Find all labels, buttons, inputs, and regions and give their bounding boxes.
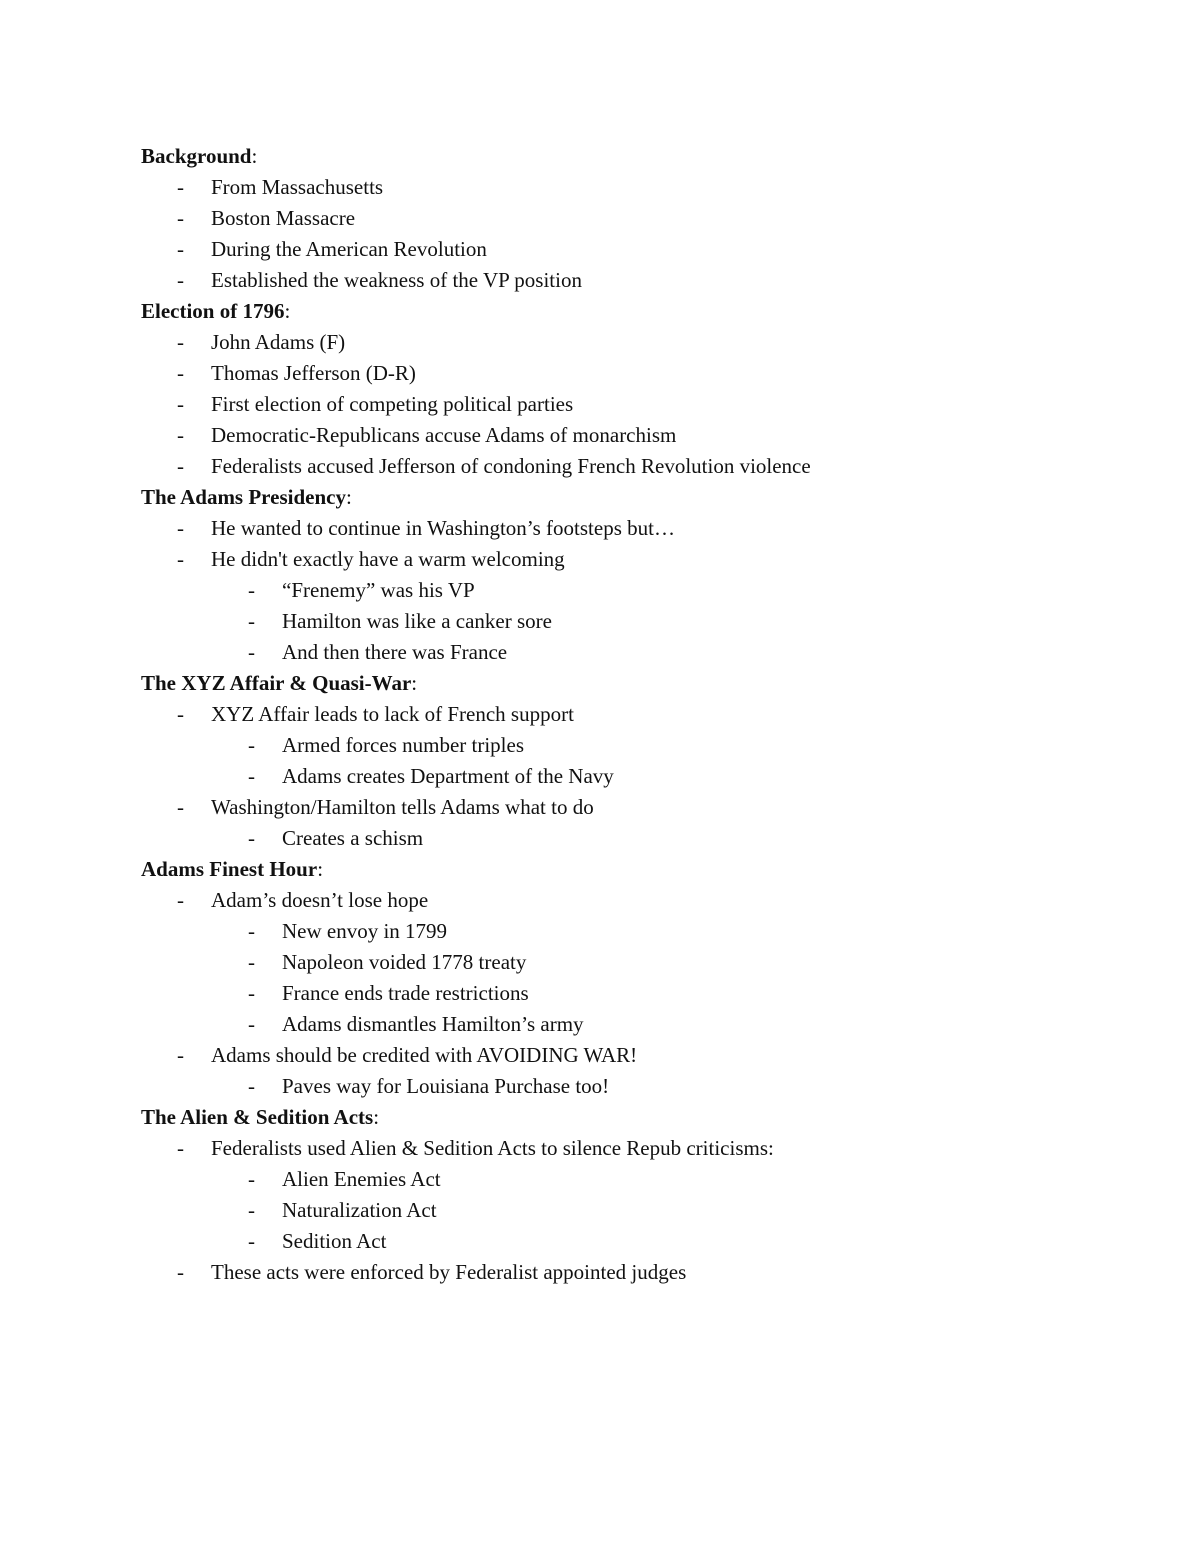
bullet-dash: - (248, 764, 255, 788)
bullet-text: Boston Massacre (211, 206, 356, 230)
bullet-dash: - (177, 361, 184, 385)
sub-bullet-item (141, 606, 1101, 637)
bullet-text: Thomas Jefferson (D-R) (211, 361, 416, 385)
section-heading-text: The Alien & Sedition Acts (141, 1105, 374, 1129)
bullet-text: Naturalization Act (282, 1198, 437, 1222)
bullet-dash: - (248, 1167, 255, 1191)
bullet-text: Adams dismantles Hamilton’s army (282, 1012, 584, 1036)
sub-bullet-item (141, 1195, 1101, 1226)
bullet-text: He didn't exactly have a warm welcoming (211, 547, 565, 571)
bullet-dash: - (248, 640, 255, 664)
bullet-dash: - (248, 981, 255, 1005)
bullet-text: France ends trade restrictions (282, 981, 529, 1005)
sub-bullet-item (141, 978, 1101, 1009)
heading-colon: : (317, 857, 324, 881)
bullet-dash: - (177, 268, 184, 292)
bullet-text: Adam’s doesn’t lose hope (211, 888, 429, 912)
section-heading-text: The XYZ Affair & Quasi-War (141, 671, 412, 695)
bullet-dash: - (177, 423, 184, 447)
bullet-dash: - (248, 578, 255, 602)
bullet-text: New envoy in 1799 (282, 919, 448, 943)
bullet-dash: - (248, 950, 255, 974)
bullet-dash: - (177, 547, 184, 571)
section-heading (141, 1102, 1101, 1133)
sub-bullet-item (141, 1226, 1101, 1257)
sub-bullet-item (141, 1009, 1101, 1040)
bullet-dash: - (177, 795, 184, 819)
bullet-item (141, 358, 1101, 389)
section-heading (141, 854, 1101, 885)
bullet-text: Sedition Act (282, 1229, 387, 1253)
heading-colon: : (251, 144, 258, 168)
bullet-item (141, 885, 1101, 916)
bullet-item (141, 172, 1101, 203)
bullet-text: Hamilton was like a canker sore (282, 609, 552, 633)
section-heading (141, 141, 1101, 172)
bullet-item (141, 327, 1101, 358)
bullet-dash: - (248, 919, 255, 943)
bullet-text: Democratic-Republicans accuse Adams of monarchism (211, 423, 677, 447)
bullet-dash: - (177, 1043, 184, 1067)
bullet-item (141, 699, 1101, 730)
bullet-dash: - (248, 1012, 255, 1036)
bullet-item (141, 1257, 1101, 1288)
bullet-text: These acts were enforced by Federalist appointed judges (211, 1260, 687, 1284)
bullet-text: “Frenemy” was his VP (282, 578, 475, 602)
bullet-item (141, 389, 1101, 420)
sub-bullet-item (141, 575, 1101, 606)
section-heading (141, 668, 1101, 699)
bullet-text: Alien Enemies Act (282, 1167, 441, 1191)
sub-bullet-item (141, 730, 1101, 761)
bullet-item (141, 513, 1101, 544)
bullet-text: Federalists used Alien & Sedition Acts to silence Repub criticisms: (211, 1136, 774, 1160)
bullet-item (141, 451, 1101, 482)
bullet-text: He wanted to continue in Washington’s footsteps but… (211, 516, 675, 540)
heading-colon: : (284, 299, 291, 323)
bullet-dash: - (177, 206, 184, 230)
sub-bullet-item (141, 1071, 1101, 1102)
bullet-text: First election of competing political parties (211, 392, 574, 416)
bullet-dash: - (177, 454, 184, 478)
bullet-dash: - (248, 826, 255, 850)
bullet-item (141, 234, 1101, 265)
bullet-dash: - (177, 516, 184, 540)
bullet-dash: - (248, 1229, 255, 1253)
bullet-dash: - (248, 1198, 255, 1222)
bullet-item (141, 265, 1101, 296)
section-heading-text: Adams Finest Hour (141, 857, 318, 881)
bullet-dash: - (177, 237, 184, 261)
bullet-item (141, 544, 1101, 575)
bullet-dash: - (248, 1074, 255, 1098)
sub-bullet-item (141, 1164, 1101, 1195)
section-heading (141, 296, 1101, 327)
sub-bullet-item (141, 916, 1101, 947)
bullet-dash: - (177, 1260, 184, 1284)
bullet-dash: - (177, 888, 184, 912)
section-heading-text: Election of 1796 (141, 299, 285, 323)
bullet-text: Established the weakness of the VP position (211, 268, 582, 292)
bullet-text: And then there was France (282, 640, 508, 664)
bullet-item (141, 420, 1101, 451)
sub-bullet-item (141, 947, 1101, 978)
bullet-text: Paves way for Louisiana Purchase too! (282, 1074, 610, 1098)
document-body (141, 141, 1101, 1288)
bullet-text: Adams creates Department of the Navy (282, 764, 614, 788)
sub-bullet-item (141, 637, 1101, 668)
bullet-text: John Adams (F) (211, 330, 346, 354)
bullet-text: Federalists accused Jefferson of condoning French Revolution violence (211, 454, 811, 478)
bullet-text: Creates a schism (282, 826, 424, 850)
sub-bullet-item (141, 823, 1101, 854)
bullet-dash: - (177, 330, 184, 354)
bullet-dash: - (248, 733, 255, 757)
bullet-text: From Massachusetts (211, 175, 384, 199)
bullet-item (141, 1040, 1101, 1071)
heading-colon: : (345, 485, 352, 509)
bullet-item (141, 792, 1101, 823)
section-heading-text: Background (141, 144, 252, 168)
bullet-dash: - (177, 1136, 184, 1160)
bullet-text: Washington/Hamilton tells Adams what to do (211, 795, 594, 819)
bullet-text: Armed forces number triples (282, 733, 525, 757)
bullet-text: During the American Revolution (211, 237, 487, 261)
bullet-item (141, 203, 1101, 234)
bullet-dash: - (248, 609, 255, 633)
heading-colon: : (411, 671, 418, 695)
section-heading (141, 482, 1101, 513)
bullet-text: Adams should be credited with AVOIDING WAR! (211, 1043, 638, 1067)
bullet-text: Napoleon voided 1778 treaty (282, 950, 527, 974)
bullet-dash: - (177, 392, 184, 416)
section-heading-text: The Adams Presidency (141, 485, 346, 509)
heading-colon: : (373, 1105, 380, 1129)
bullet-dash: - (177, 702, 184, 726)
bullet-dash: - (177, 175, 184, 199)
sub-bullet-item (141, 761, 1101, 792)
bullet-text: XYZ Affair leads to lack of French support (211, 702, 574, 726)
bullet-item (141, 1133, 1101, 1164)
